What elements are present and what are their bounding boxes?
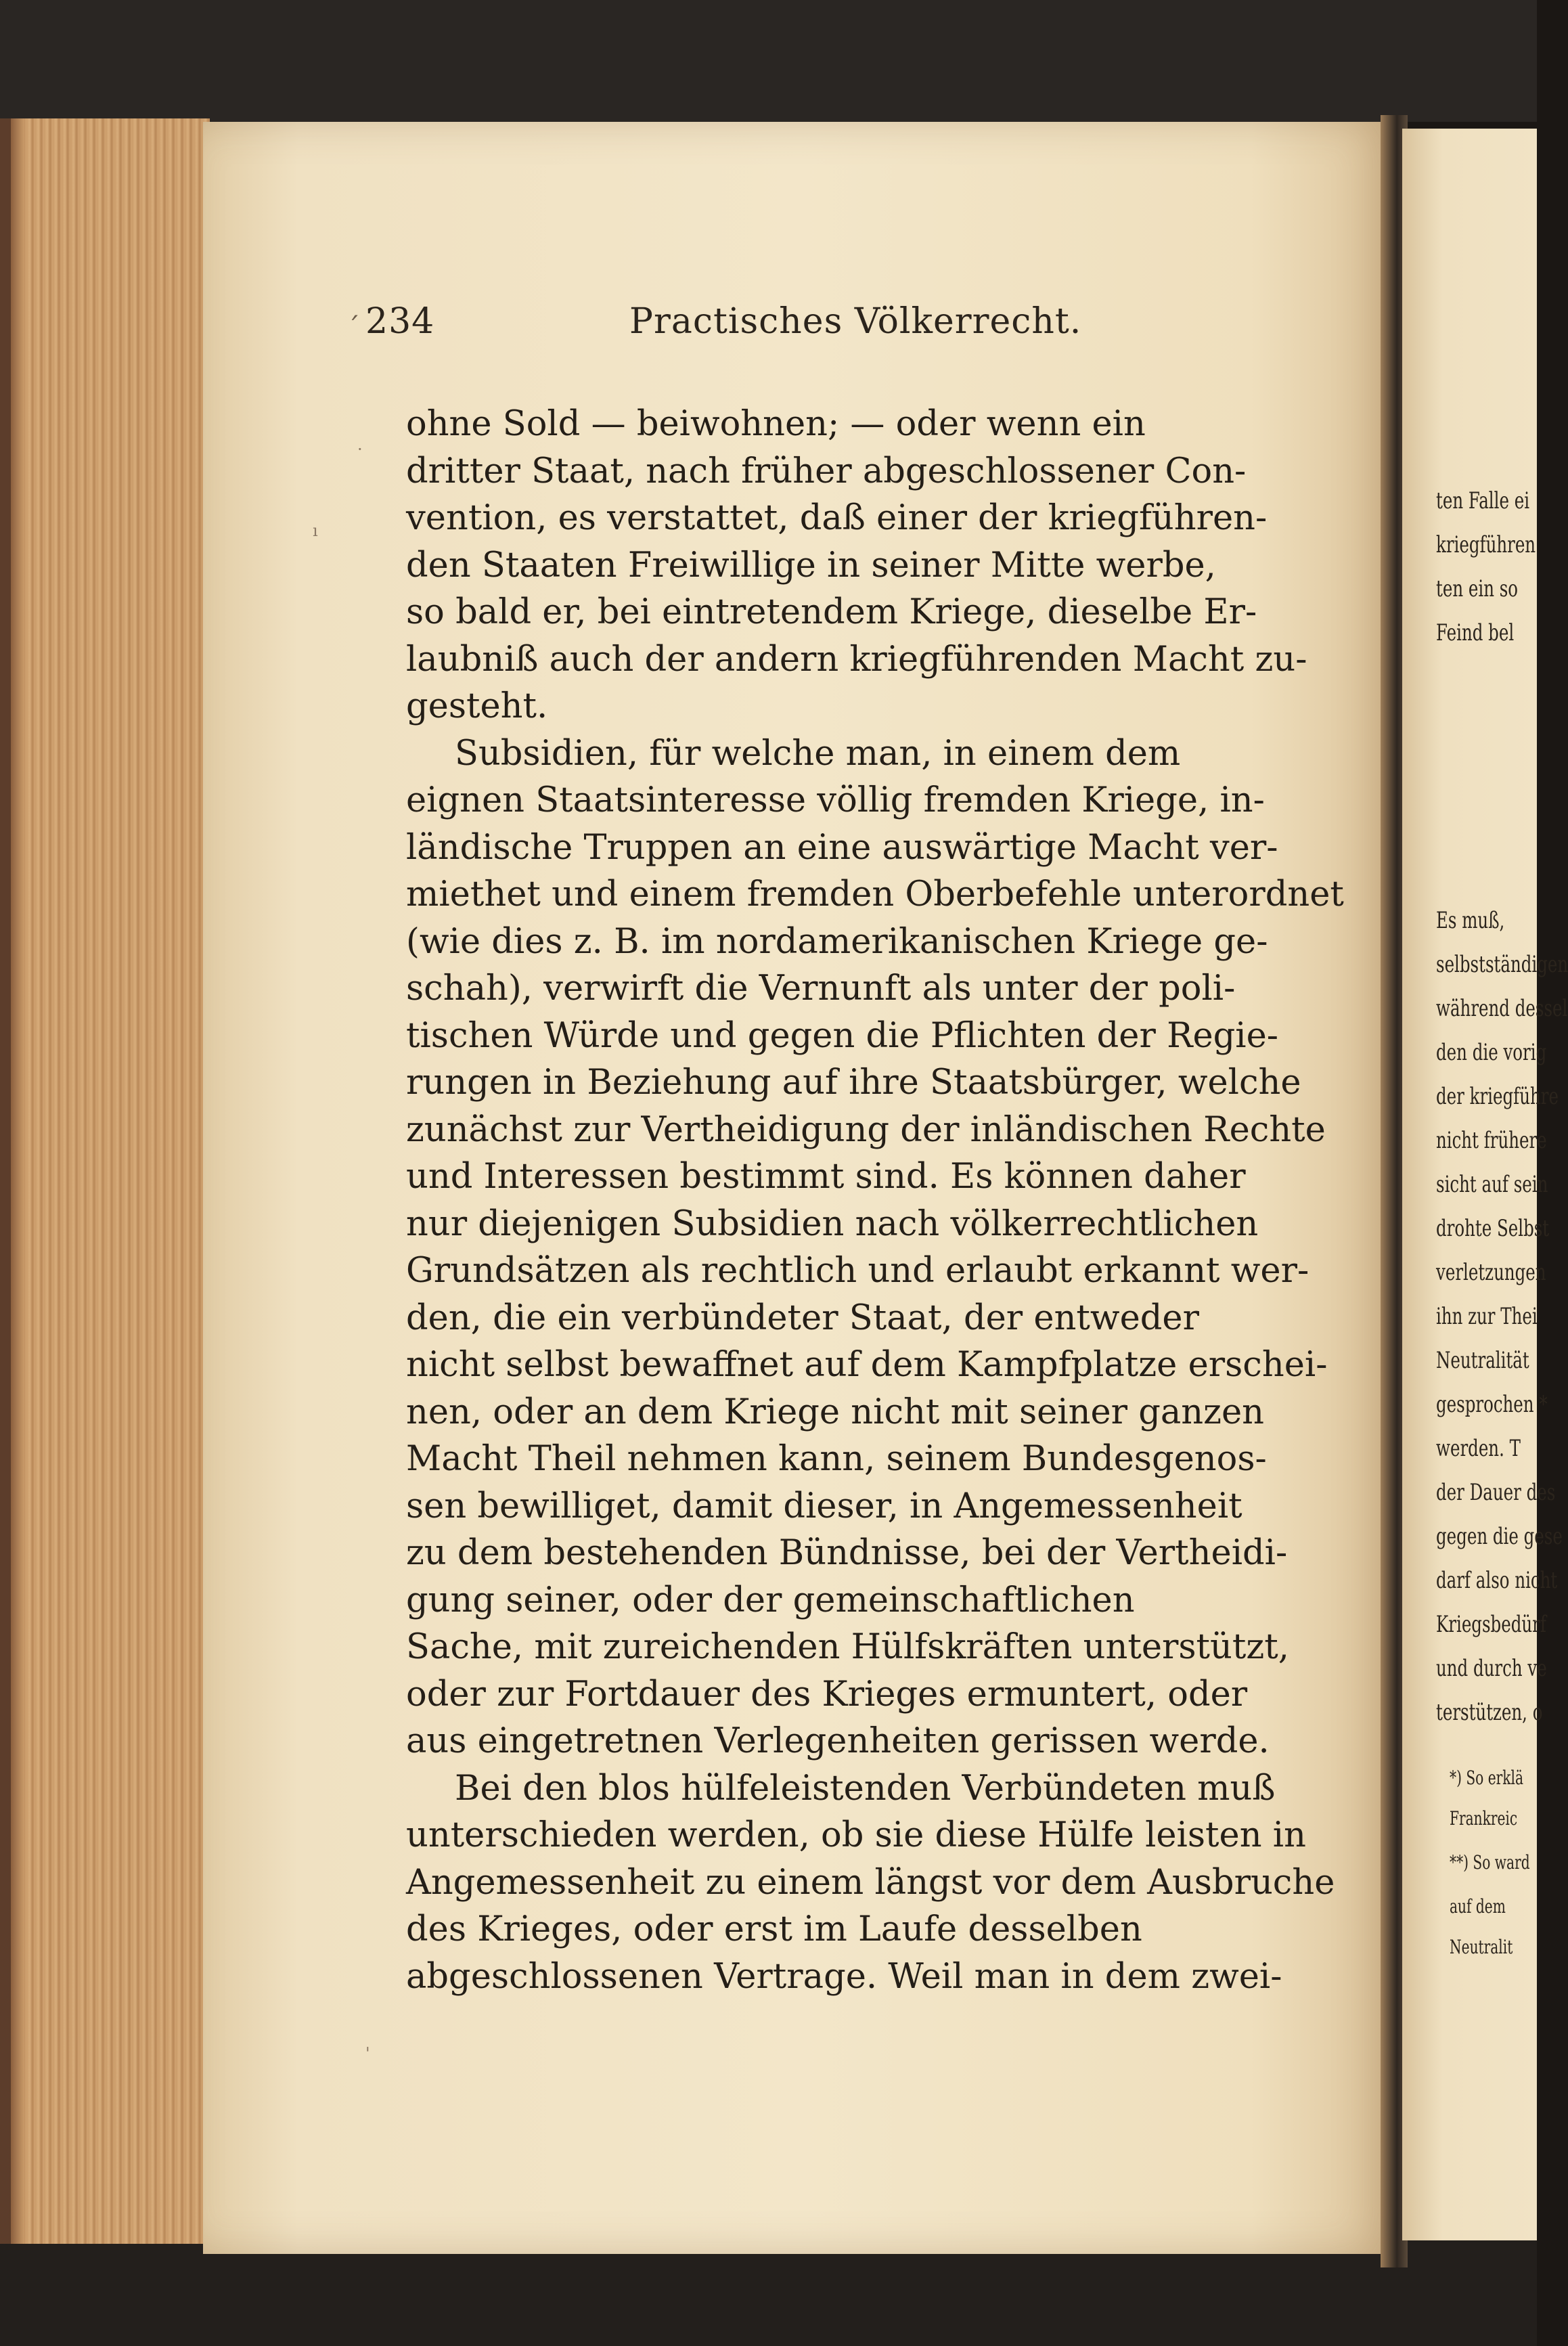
text-line: ohne Sold — beiwohnen; — oder wenn ein	[406, 404, 1146, 444]
text-line: tischen Würde und gegen die Pflichten der Regie-	[406, 1015, 1279, 1056]
facing-page-line: den die vorig	[1436, 1039, 1547, 1066]
facing-page-line: Neutralit	[1450, 1936, 1513, 1958]
facing-page-line: ihn zur Thei	[1436, 1303, 1538, 1330]
text-line: nur diejenigen Subsidien nach völkerrechtlichen	[406, 1203, 1259, 1244]
text-line: aus eingetretnen Verlegenheiten gerissen werde.	[406, 1721, 1270, 1761]
facing-page-line: Feind bel	[1436, 619, 1515, 646]
text-line: oder zur Fortdauer des Krieges ermuntert, oder	[406, 1674, 1248, 1714]
facing-page-line: kriegführen	[1436, 531, 1536, 558]
facing-page-line: und durch ve	[1436, 1655, 1547, 1682]
text-line: miethet und einem fremden Oberbefehle unterordnet	[406, 875, 1344, 914]
text-line: ländische Truppen an eine auswärtige Macht ver-	[406, 827, 1278, 868]
text-line: den, die ein verbündeter Staat, der entweder	[406, 1298, 1199, 1338]
running-title: Practisches Völkerrecht.	[629, 301, 1082, 342]
facing-page-line: Neutralität	[1436, 1347, 1529, 1374]
facing-page-line: drohte Selbst	[1436, 1215, 1550, 1242]
facing-page-line: der kriegführe	[1436, 1083, 1559, 1110]
facing-page-line: selbstständigen	[1436, 951, 1568, 978]
margin-speck: ı	[313, 521, 318, 540]
facing-page-line: ten Falle ei	[1436, 487, 1530, 514]
facing-page-line: gegen die gese	[1436, 1523, 1563, 1550]
text-line: gung seiner, oder der gemeinschaftlichen	[406, 1580, 1135, 1620]
text-line: schah), verwirft die Vernunft als unter der poli-	[406, 969, 1236, 1009]
facing-page-line: terstützen, o	[1436, 1699, 1543, 1726]
facing-page-line: Kriegsbedürf	[1436, 1611, 1546, 1638]
facing-page-line: gesprochen *	[1436, 1391, 1548, 1418]
margin-speck: ·	[357, 440, 363, 459]
text-line: und Interessen bestimmt sind. Es können daher	[406, 1157, 1246, 1197]
text-line: unterschieden werden, ob sie diese Hülfe leisten in	[406, 1815, 1306, 1855]
scan-background-top	[0, 0, 1537, 122]
text-line: eignen Staatsinteresse völlig fremden Kriege, in-	[406, 780, 1265, 820]
text-line: nicht selbst bewaffnet auf dem Kampfplatze erschei-	[406, 1345, 1328, 1385]
text-line: Grundsätzen als rechtlich und erlaubt erkannt wer-	[406, 1251, 1309, 1291]
facing-page-line: *) So erklä	[1450, 1767, 1523, 1789]
facing-page-line: nicht frühere	[1436, 1127, 1547, 1154]
facing-page-line: darf also nicht	[1436, 1567, 1558, 1594]
text-line: zunächst zur Vertheidigung der inländischen Rechte	[406, 1109, 1326, 1150]
page-header	[365, 301, 1353, 349]
facing-page-line: während dessel	[1436, 995, 1568, 1022]
text-line: Sache, mit zureichenden Hülfskräften unterstützt,	[406, 1627, 1289, 1667]
text-line: des Krieges, oder erst im Laufe desselben	[406, 1909, 1142, 1949]
text-line: abgeschlossenen Vertrage. Weil man in dem zwei-	[406, 1956, 1282, 1997]
text-line: Bei den blos hülfeleistenden Verbündeten muß	[455, 1768, 1276, 1809]
text-line: Subsidien, für welche man, in einem dem	[455, 733, 1181, 774]
text-line: gesteht.	[406, 686, 548, 726]
facing-page-line: auf dem	[1450, 1895, 1506, 1918]
text-line: den Staaten Freiwillige in seiner Mitte werbe,	[406, 545, 1216, 585]
text-line: sen bewilliget, damit dieser, in Angemessenheit	[406, 1486, 1242, 1526]
facing-page-line: Frankreic	[1450, 1807, 1518, 1830]
text-line: Angemessenheit zu einem längst vor dem Ausbruche	[406, 1862, 1335, 1903]
text-line: rungen in Beziehung auf ihre Staatsbürger, welche	[406, 1063, 1301, 1103]
facing-page-line: der Dauer des	[1436, 1479, 1556, 1506]
facing-page-line: **) So ward	[1450, 1851, 1530, 1874]
text-line: Macht Theil nehmen kann, seinem Bundesgenos-	[406, 1439, 1267, 1479]
page-number: 234	[365, 301, 435, 342]
facing-page-line: verletzungen	[1436, 1259, 1546, 1286]
text-line: (wie dies z. B. im nordamerikanischen Kriege ge-	[406, 921, 1268, 962]
text-line: vention, es verstattet, daß einer der kriegführen-	[406, 498, 1268, 538]
margin-mark: ´	[346, 313, 360, 344]
book-page-edges	[0, 118, 210, 2244]
text-line: so bald er, bei eintretendem Kriege, dieselbe Er-	[406, 592, 1257, 632]
text-line: nen, oder an dem Kriege nicht mit seiner ganzen	[406, 1392, 1265, 1432]
facing-page	[1402, 129, 1568, 2240]
body-text	[406, 401, 1344, 2000]
text-line: dritter Staat, nach früher abgeschlossener Con-	[406, 451, 1247, 491]
margin-speck: '	[365, 2044, 370, 2063]
facing-page-line: Es muß,	[1436, 907, 1505, 934]
text-line: laubniß auch der andern kriegführenden Macht zu-	[406, 639, 1307, 680]
facing-page-line: sicht auf sein	[1436, 1171, 1548, 1198]
text-line: zu dem bestehenden Bündnisse, bei der Vertheidi-	[406, 1533, 1288, 1573]
facing-page-line: werden. T	[1436, 1435, 1521, 1462]
facing-page-line: ten ein so	[1436, 575, 1519, 602]
